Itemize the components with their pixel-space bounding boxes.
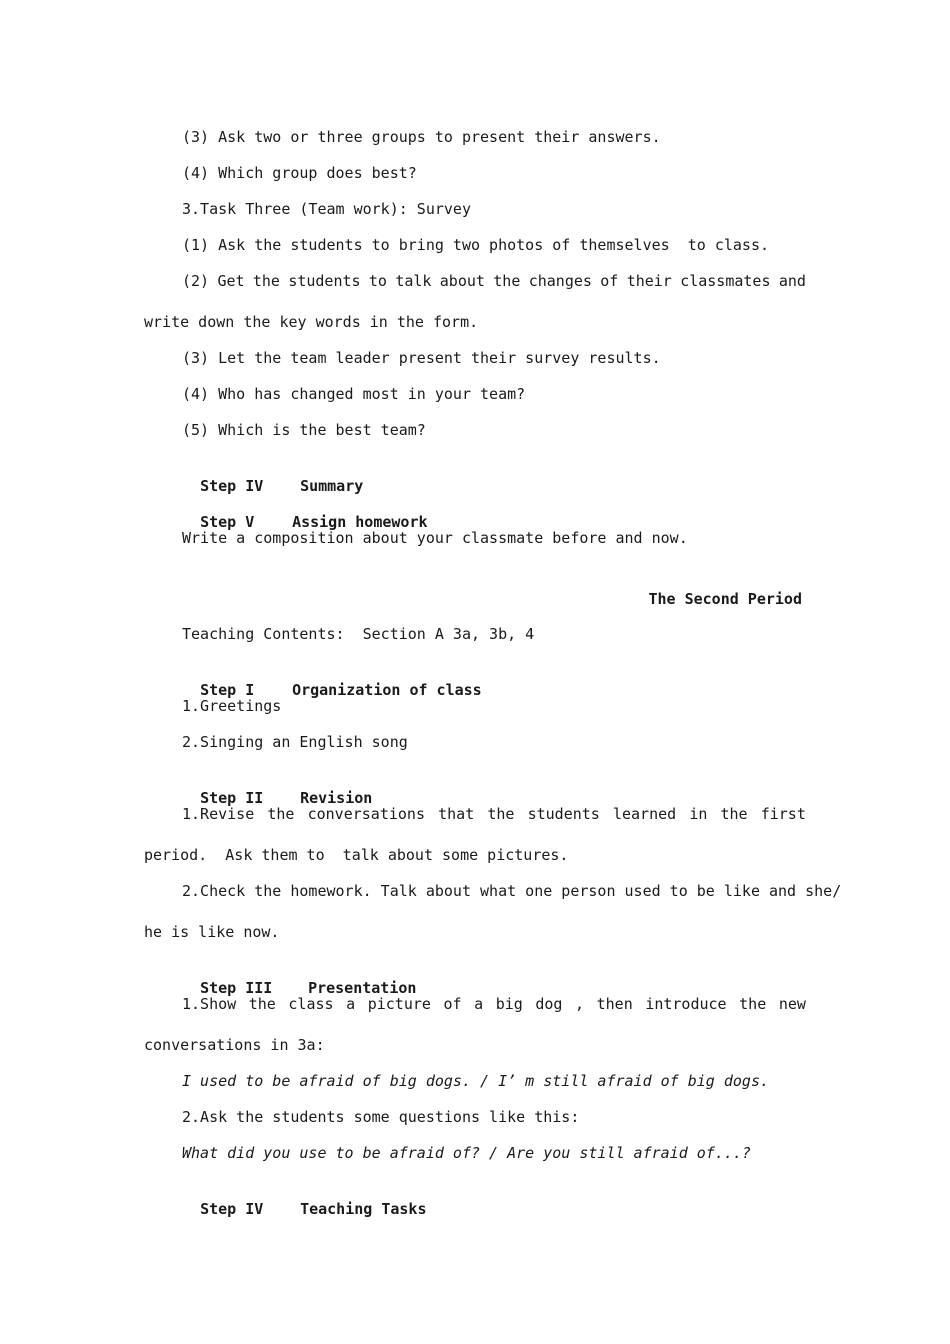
period-heading: The Second Period <box>648 590 802 608</box>
word: the <box>248 995 276 1013</box>
word: to <box>368 272 387 290</box>
text-line: Write a composition about your classmate before and now. <box>182 529 688 547</box>
word: the <box>720 805 748 823</box>
teaching-contents: Teaching Contents: Section A 3a, 3b, 4 <box>182 625 535 643</box>
word: class <box>288 995 334 1013</box>
step-title: Teaching Tasks <box>300 1200 427 1218</box>
word: picture <box>367 995 431 1013</box>
word: big <box>495 995 523 1013</box>
word: their <box>626 272 672 290</box>
step-label: Step II <box>200 789 264 807</box>
step-title: Assign homework <box>292 513 428 531</box>
word: learned <box>612 805 677 823</box>
step-title: Summary <box>300 477 364 495</box>
word: about <box>439 272 485 290</box>
justified-line <box>182 994 806 1014</box>
word: the <box>252 272 280 290</box>
word: Get <box>217 272 245 290</box>
step-label: Step V <box>200 513 255 531</box>
word: that <box>438 805 475 823</box>
text-line: 2.Singing an English song <box>182 733 408 751</box>
step-heading <box>182 492 428 532</box>
step-label: Step III <box>200 979 273 997</box>
text-line: (3) Let the team leader present their survey results. <box>182 349 661 367</box>
text-line: (3) Ask two or three groups to present their answers. <box>182 128 661 146</box>
text-line: 2.Check the homework. Talk about what one person used to be like and she/ <box>182 882 842 900</box>
word: new <box>778 995 806 1013</box>
word: a <box>474 995 484 1013</box>
word: and <box>778 272 806 290</box>
step-title: Organization of class <box>292 681 482 699</box>
word: students <box>527 805 600 823</box>
word: classmates <box>680 272 771 290</box>
justified-line <box>182 804 806 824</box>
text-line: write down the key words in the form. <box>144 313 479 331</box>
step-heading <box>182 958 416 998</box>
word: the <box>487 805 515 823</box>
word: , <box>575 995 585 1013</box>
word: conversations <box>307 805 425 823</box>
text-line: 1.Greetings <box>182 697 282 715</box>
word: in <box>689 805 708 823</box>
example-sentence: What did you use to be afraid of? / Are you still afraid of...? <box>182 1144 751 1162</box>
step-heading <box>182 1179 427 1219</box>
word: students <box>288 272 361 290</box>
step-title: Presentation <box>308 979 417 997</box>
text-line: period. Ask them to talk about some pictures. <box>144 846 569 864</box>
step-label: Step I <box>200 681 255 699</box>
word: the <box>739 995 767 1013</box>
text-line: 2.Ask the students some questions like this: <box>182 1108 580 1126</box>
step-title: Revision <box>300 789 373 807</box>
example-sentence: I used to be afraid of big dogs. / I’ m still afraid of big dogs. <box>182 1072 769 1090</box>
word: talk <box>395 272 432 290</box>
word: of <box>600 272 619 290</box>
word: the <box>267 805 295 823</box>
text-line: (4) Which group does best? <box>182 164 417 182</box>
text-line: (5) Which is the best team? <box>182 421 426 439</box>
word: a <box>346 995 356 1013</box>
step-heading <box>182 768 372 808</box>
word: the <box>493 272 521 290</box>
text-line: (4) Who has changed most in your team? <box>182 385 526 403</box>
word: of <box>443 995 462 1013</box>
word: first <box>760 805 806 823</box>
step-label: Step IV <box>200 1200 264 1218</box>
word: introduce <box>645 995 727 1013</box>
word: dog <box>535 995 563 1013</box>
justified-line <box>182 271 806 291</box>
word: (2) <box>182 272 210 290</box>
text-line: 3.Task Three (Team work): Survey <box>182 200 471 218</box>
step-heading <box>182 660 482 700</box>
step-heading <box>182 456 363 496</box>
word: then <box>596 995 633 1013</box>
text-line: (1) Ask the students to bring two photos of themselves to class. <box>182 236 769 254</box>
step-label: Step IV <box>200 477 264 495</box>
word: 1.Show <box>182 995 237 1013</box>
text-line: he is like now. <box>144 923 280 941</box>
word: 1.Revise <box>182 805 255 823</box>
text-line: conversations in 3a: <box>144 1036 325 1054</box>
word: changes <box>528 272 592 290</box>
